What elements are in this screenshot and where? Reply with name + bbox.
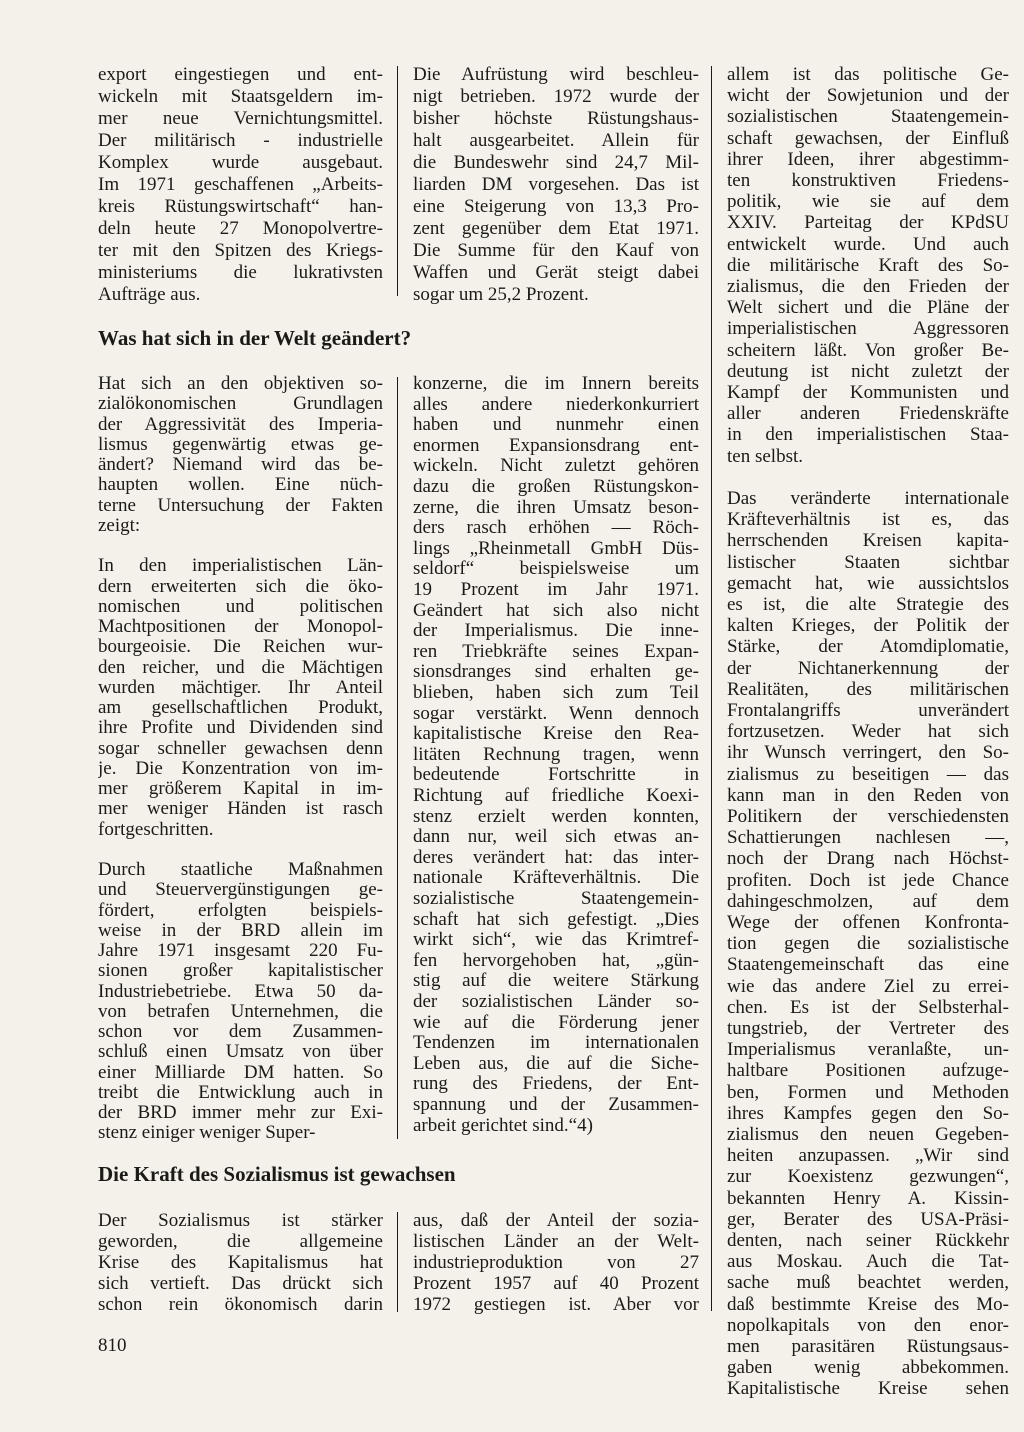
text-line: tion gegen die sozialistische [727, 933, 1009, 955]
text-line: allem ist das politische Ge- [727, 64, 1009, 85]
text-line: zialismus zu beseitigen — das [727, 763, 1009, 785]
text-line: ren Triebkräfte seines Expan- [413, 640, 699, 662]
text-line: lings „Rheinmetall GmbH Düs- [413, 537, 699, 559]
text-line: listischer Staaten sichtbar [727, 551, 1009, 573]
text-line: litäten Rechnung tragen, wenn [413, 743, 699, 765]
text-line: Industriebetriebe. Etwa 50 da- [98, 980, 383, 1002]
text-line: dahingeschmolzen, auf dem [727, 890, 1009, 912]
text-line: denten, nach seiner Rückkehr [727, 1230, 1009, 1251]
text-line: nationale Kräfteverhältnis. Die [413, 867, 699, 889]
text-line: weise in der BRD allein im [98, 919, 383, 941]
text-line: je. Die Konzentration von im- [98, 757, 383, 779]
text-line: der Aggressivität des Imperia- [98, 413, 383, 435]
text-line: sogar schneller gewachsen denn [98, 737, 383, 759]
text-line: enormen Expansionsdrang ent- [413, 434, 699, 456]
text-line: rung des Friedens, der Ent- [413, 1073, 699, 1095]
text-line: Die Aufrüstung wird beschleu- [413, 64, 699, 85]
text-line: stenz erzielt werden konnten, [413, 805, 699, 827]
text-line: ten selbst. [727, 445, 803, 467]
text-line: wie auf die Förderung jener [413, 1011, 699, 1033]
text-line: tungstrieb, der Vertreter des [727, 1018, 1009, 1039]
text-line: deln heute 27 Monopolvertre- [98, 218, 383, 239]
text-line: ihrer Ideen, ihrer abgestimm- [727, 148, 1009, 170]
text-line: bisher höchste Rüstungshaus- [413, 108, 699, 129]
text-line: Wege der offenen Konfronta- [727, 912, 1009, 933]
text-line: zerne, die ihren Umsatz beson- [413, 496, 699, 518]
text-line: der BRD immer mehr zur Exi- [98, 1102, 383, 1123]
text-line: Jahre 1971 insgesamt 220 Fu- [98, 940, 383, 961]
text-line: Politikern der verschiedensten [727, 806, 1009, 827]
text-line: sache muß beachtet werden, [727, 1272, 1009, 1294]
text-line: nopolkapitals von den enor- [727, 1314, 1009, 1336]
text-line: von betrafen Unternehmen, die [98, 1000, 383, 1022]
text-line: halt ausgearbeitet. Allein für [413, 130, 699, 151]
text-line: arbeit gerichtet sind.“4) [413, 1114, 593, 1136]
text-line: der sozialistischen Länder so- [413, 991, 699, 1012]
text-line: In den imperialistischen Län- [98, 555, 383, 577]
text-line: ter mit den Spitzen des Kriegs- [98, 240, 383, 261]
text-line: haupten wollen. Eine nüch- [98, 474, 383, 496]
text-line: Leben aus, die auf die Siche- [413, 1052, 699, 1074]
text-line: Im 1971 geschaffenen „Arbeits- [98, 174, 383, 195]
text-line: Stärke, der Atomdiplomatie, [727, 636, 1009, 658]
text-line: sozialistischen Staatengemein- [727, 106, 1009, 128]
text-line: XXIV. Parteitag der KPdSU [727, 212, 1009, 234]
text-line: wickeln. Nicht zuletzt gehören [413, 455, 699, 477]
text-line: in den imperialistischen Staa- [727, 424, 1009, 446]
text-line: mer weniger Händen ist rasch [98, 798, 383, 820]
text-line: mer größerem Kapital in im- [98, 778, 383, 799]
text-line: gemacht hat, wie aussichtslos [727, 572, 1009, 594]
text-line: blieben, haben sich zum Teil [413, 682, 699, 703]
text-line: zialismus den neuen Gegeben- [727, 1124, 1009, 1145]
text-line: daß bestimmte Kreise des Mo- [727, 1293, 1009, 1315]
text-line: der Nichtanerkennung der [727, 657, 1009, 679]
text-line: Kapitalistische Kreise sehen [727, 1378, 1009, 1400]
text-line: 1972 gestiegen ist. Aber vor [413, 1294, 699, 1315]
text-line: 19 Prozent im Jahr 1971. [413, 579, 699, 600]
text-line: wie das andere Ziel zu errei- [727, 975, 1009, 997]
text-line: und Steuervergünstigungen ge- [98, 879, 383, 901]
column-rule-mid [397, 377, 398, 1139]
text-line: sozialistische Staatengemein- [413, 888, 699, 909]
text-line: nomischen und politischen [98, 595, 383, 617]
text-line: Prozent 1957 auf 40 Prozent [413, 1273, 699, 1294]
text-line: politik, wie sie auf dem [727, 191, 1009, 213]
text-line: Kampf der Kommunisten und [727, 382, 1009, 403]
text-line: dern erweiterten sich die öko- [98, 575, 383, 597]
text-line: bourgeoisie. Die Reichen wur- [98, 636, 383, 658]
text-line: sionen großer kapitalistischer [98, 960, 383, 982]
text-line: dann nur, weil sich etwas an- [413, 826, 699, 848]
text-line: Aufträge aus. [98, 284, 201, 305]
text-line: ändert? Niemand wird das be- [98, 454, 383, 475]
text-line: terne Untersuchung der Fakten [98, 494, 383, 516]
text-line: sionsdranges sind erhalten ge- [413, 661, 699, 683]
text-line: konzerne, die im Innern bereits [413, 373, 699, 394]
text-line: scheitern läßt. Von großer Be- [727, 339, 1009, 361]
text-line: Schattierungen nachlesen —, [727, 827, 1009, 849]
text-line: gaben wenig abbekommen. [727, 1357, 1009, 1379]
text-line: ihres Kampfes gegen den So- [727, 1102, 1009, 1124]
page-number: 810 [98, 1335, 127, 1356]
text-line: bedeutende Fortschritte in [413, 764, 699, 786]
text-line: ger, Berater des USA-Präsi- [727, 1208, 1009, 1230]
text-line: alles andere niederkonkurriert [413, 393, 699, 415]
text-line: am gesellschaftlichen Produkt, [98, 697, 383, 718]
text-line: export eingestiegen und ent- [98, 64, 383, 85]
text-line: aus, daß der Anteil der sozia- [413, 1210, 699, 1231]
text-line: sogar verstärkt. Wenn dennoch [413, 702, 699, 724]
text-line: industrieproduktion von 27 [413, 1252, 699, 1273]
text-line: Frontalangriffs unverändert [727, 700, 1009, 721]
text-line: Staatengemeinschaft das eine [727, 954, 1009, 976]
text-line: stig auf die weitere Stärkung [413, 970, 699, 992]
text-line: zent gegenüber dem Etat 1971. [413, 218, 699, 239]
text-line: ders rasch erhöhen — Röch- [413, 517, 699, 539]
column-rule-bottom [397, 1212, 398, 1312]
text-line: Der militärisch - industrielle [98, 130, 383, 151]
text-line: geworden, die allgemeine [98, 1231, 383, 1252]
text-line: kapitalistische Kreise den Rea- [413, 723, 699, 745]
text-line: treibt die Entwicklung auch in [98, 1081, 383, 1103]
text-line: es ist, die alte Strategie des [727, 594, 1009, 615]
text-line: imperialistischen Aggressoren [727, 318, 1009, 340]
text-line: kreis Rüstungswirtschaft“ han- [98, 196, 383, 217]
text-line: Realitäten, des militärischen [727, 678, 1009, 700]
text-line: schaft hat sich gefestigt. „Dies [413, 908, 699, 930]
text-line: deres verändert hat: das inter- [413, 846, 699, 868]
section-heading: Die Kraft des Sozialismus ist gewachsen [98, 1162, 456, 1186]
text-line: kalten Krieges, der Politik der [727, 615, 1009, 637]
text-line: profiten. Doch ist jede Chance [727, 869, 1009, 891]
text-line: Kräfteverhältnis ist es, das [727, 509, 1009, 531]
text-line: Krise des Kapitalismus hat [98, 1252, 383, 1273]
text-line: aller anderen Friedenskräfte [727, 403, 1009, 425]
text-line: listischen Länder an der Welt- [413, 1231, 699, 1252]
text-line: Der Sozialismus ist stärker [98, 1210, 383, 1231]
text-line: Waffen und Gerät steigt dabei [413, 262, 699, 283]
text-line: die militärische Kraft des So- [727, 254, 1009, 276]
text-line: den reicher, und die Mächtigen [98, 656, 383, 678]
text-line: seldorf“ beispielsweise um [413, 558, 699, 580]
column-rule-right [711, 66, 712, 1311]
text-line: spannung und der Zusammen- [413, 1094, 699, 1115]
text-line: zur Koexistenz gezwungen“, [727, 1166, 1009, 1188]
text-line: men parasitären Rüstungsaus- [727, 1336, 1009, 1357]
text-line: Machtpositionen der Monopol- [98, 616, 383, 637]
text-line: bekannten Henry A. Kissin- [727, 1187, 1009, 1209]
text-line: ministeriums die lukrativsten [98, 262, 383, 283]
text-line: Geändert hat sich also nicht [413, 599, 699, 621]
text-line: kann man in den Reden von [727, 784, 1009, 806]
text-line: mer neue Vernichtungsmittel. [98, 108, 383, 129]
text-line: fortzusetzen. Weder hat sich [727, 721, 1009, 743]
text-line: Durch staatliche Maßnahmen [98, 859, 383, 880]
text-line: sogar um 25,2 Prozent. [413, 284, 589, 305]
text-line: Tendenzen im internationalen [413, 1032, 699, 1054]
text-line: Welt sichert und die Pläne der [727, 297, 1009, 319]
text-line: ihr Wunsch verringert, den So- [727, 742, 1009, 764]
text-line: ihre Profite und Dividenden sind [98, 717, 383, 739]
text-line: wickeln mit Staatsgeldern im- [98, 86, 383, 107]
text-line: zialökonomischen Grundlagen [98, 393, 383, 415]
text-line: Imperialismus veranlaßte, un- [727, 1039, 1009, 1061]
text-line: herrschenden Kreisen kapita- [727, 530, 1009, 552]
text-line: chen. Es ist der Selbsterhal- [727, 996, 1009, 1018]
text-line: heiten anzupassen. „Wir sind [727, 1145, 1009, 1167]
text-line: schon vor dem Zusammen- [98, 1021, 383, 1042]
text-line: ten konstruktiven Friedens- [727, 170, 1009, 191]
text-line: dazu die großen Rüstungskon- [413, 476, 699, 497]
section-heading: Was hat sich in der Welt geändert? [98, 326, 412, 350]
text-line: nigt betrieben. 1972 wurde der [413, 86, 699, 107]
text-line: schaft gewachsen, der Einfluß [727, 127, 1009, 149]
text-line: wirkt sich“, wie das Krimtref- [413, 929, 699, 951]
text-line: einer Milliarde DM hatten. So [98, 1061, 383, 1083]
text-line: lismus gegenwärtig etwas ge- [98, 433, 383, 455]
column-rule-top [397, 66, 398, 296]
text-line: stenz einiger weniger Super- [98, 1122, 316, 1144]
text-line: Komplex wurde ausgebaut. [98, 152, 383, 173]
text-line: zeigt: [98, 514, 141, 536]
text-line: zialismus, die den Frieden der [727, 276, 1009, 297]
text-line: Richtung auf friedliche Koexi- [413, 785, 699, 806]
text-line: ben, Formen und Methoden [727, 1081, 1009, 1103]
text-line: fördert, erfolgten beispiels- [98, 899, 383, 921]
text-line: Hat sich an den objektiven so- [98, 373, 383, 394]
text-line: noch der Drang nach Höchst- [727, 848, 1009, 870]
text-line: liarden DM vorgesehen. Das ist [413, 174, 699, 195]
text-line: deutung ist nicht zuletzt der [727, 360, 1009, 382]
text-line: eine Steigerung von 13,3 Pro- [413, 196, 699, 217]
text-line: Die Summe für den Kauf von [413, 240, 699, 261]
text-line: Das veränderte internationale [727, 488, 1009, 509]
text-line: haltbare Positionen aufzuge- [727, 1060, 1009, 1082]
text-line: sich vertieft. Das drückt sich [98, 1273, 383, 1294]
text-line: fortgeschritten. [98, 818, 214, 840]
text-line: aus Moskau. Auch die Tat- [727, 1251, 1009, 1273]
text-line: fen hervorgehoben hat, „gün- [413, 949, 699, 971]
text-line: wurden mächtiger. Ihr Anteil [98, 676, 383, 698]
text-line: entwickelt wurde. Und auch [727, 233, 1009, 255]
text-line: haben und nunmehr einen [413, 414, 699, 436]
text-line: der Imperialismus. Die inne- [413, 620, 699, 642]
text-line: schluß einen Umsatz von über [98, 1041, 383, 1063]
text-line: die Bundeswehr sind 24,7 Mil- [413, 152, 699, 173]
text-line: wicht der Sowjetunion und der [727, 85, 1009, 107]
text-line: schon rein ökonomisch darin [98, 1294, 383, 1315]
